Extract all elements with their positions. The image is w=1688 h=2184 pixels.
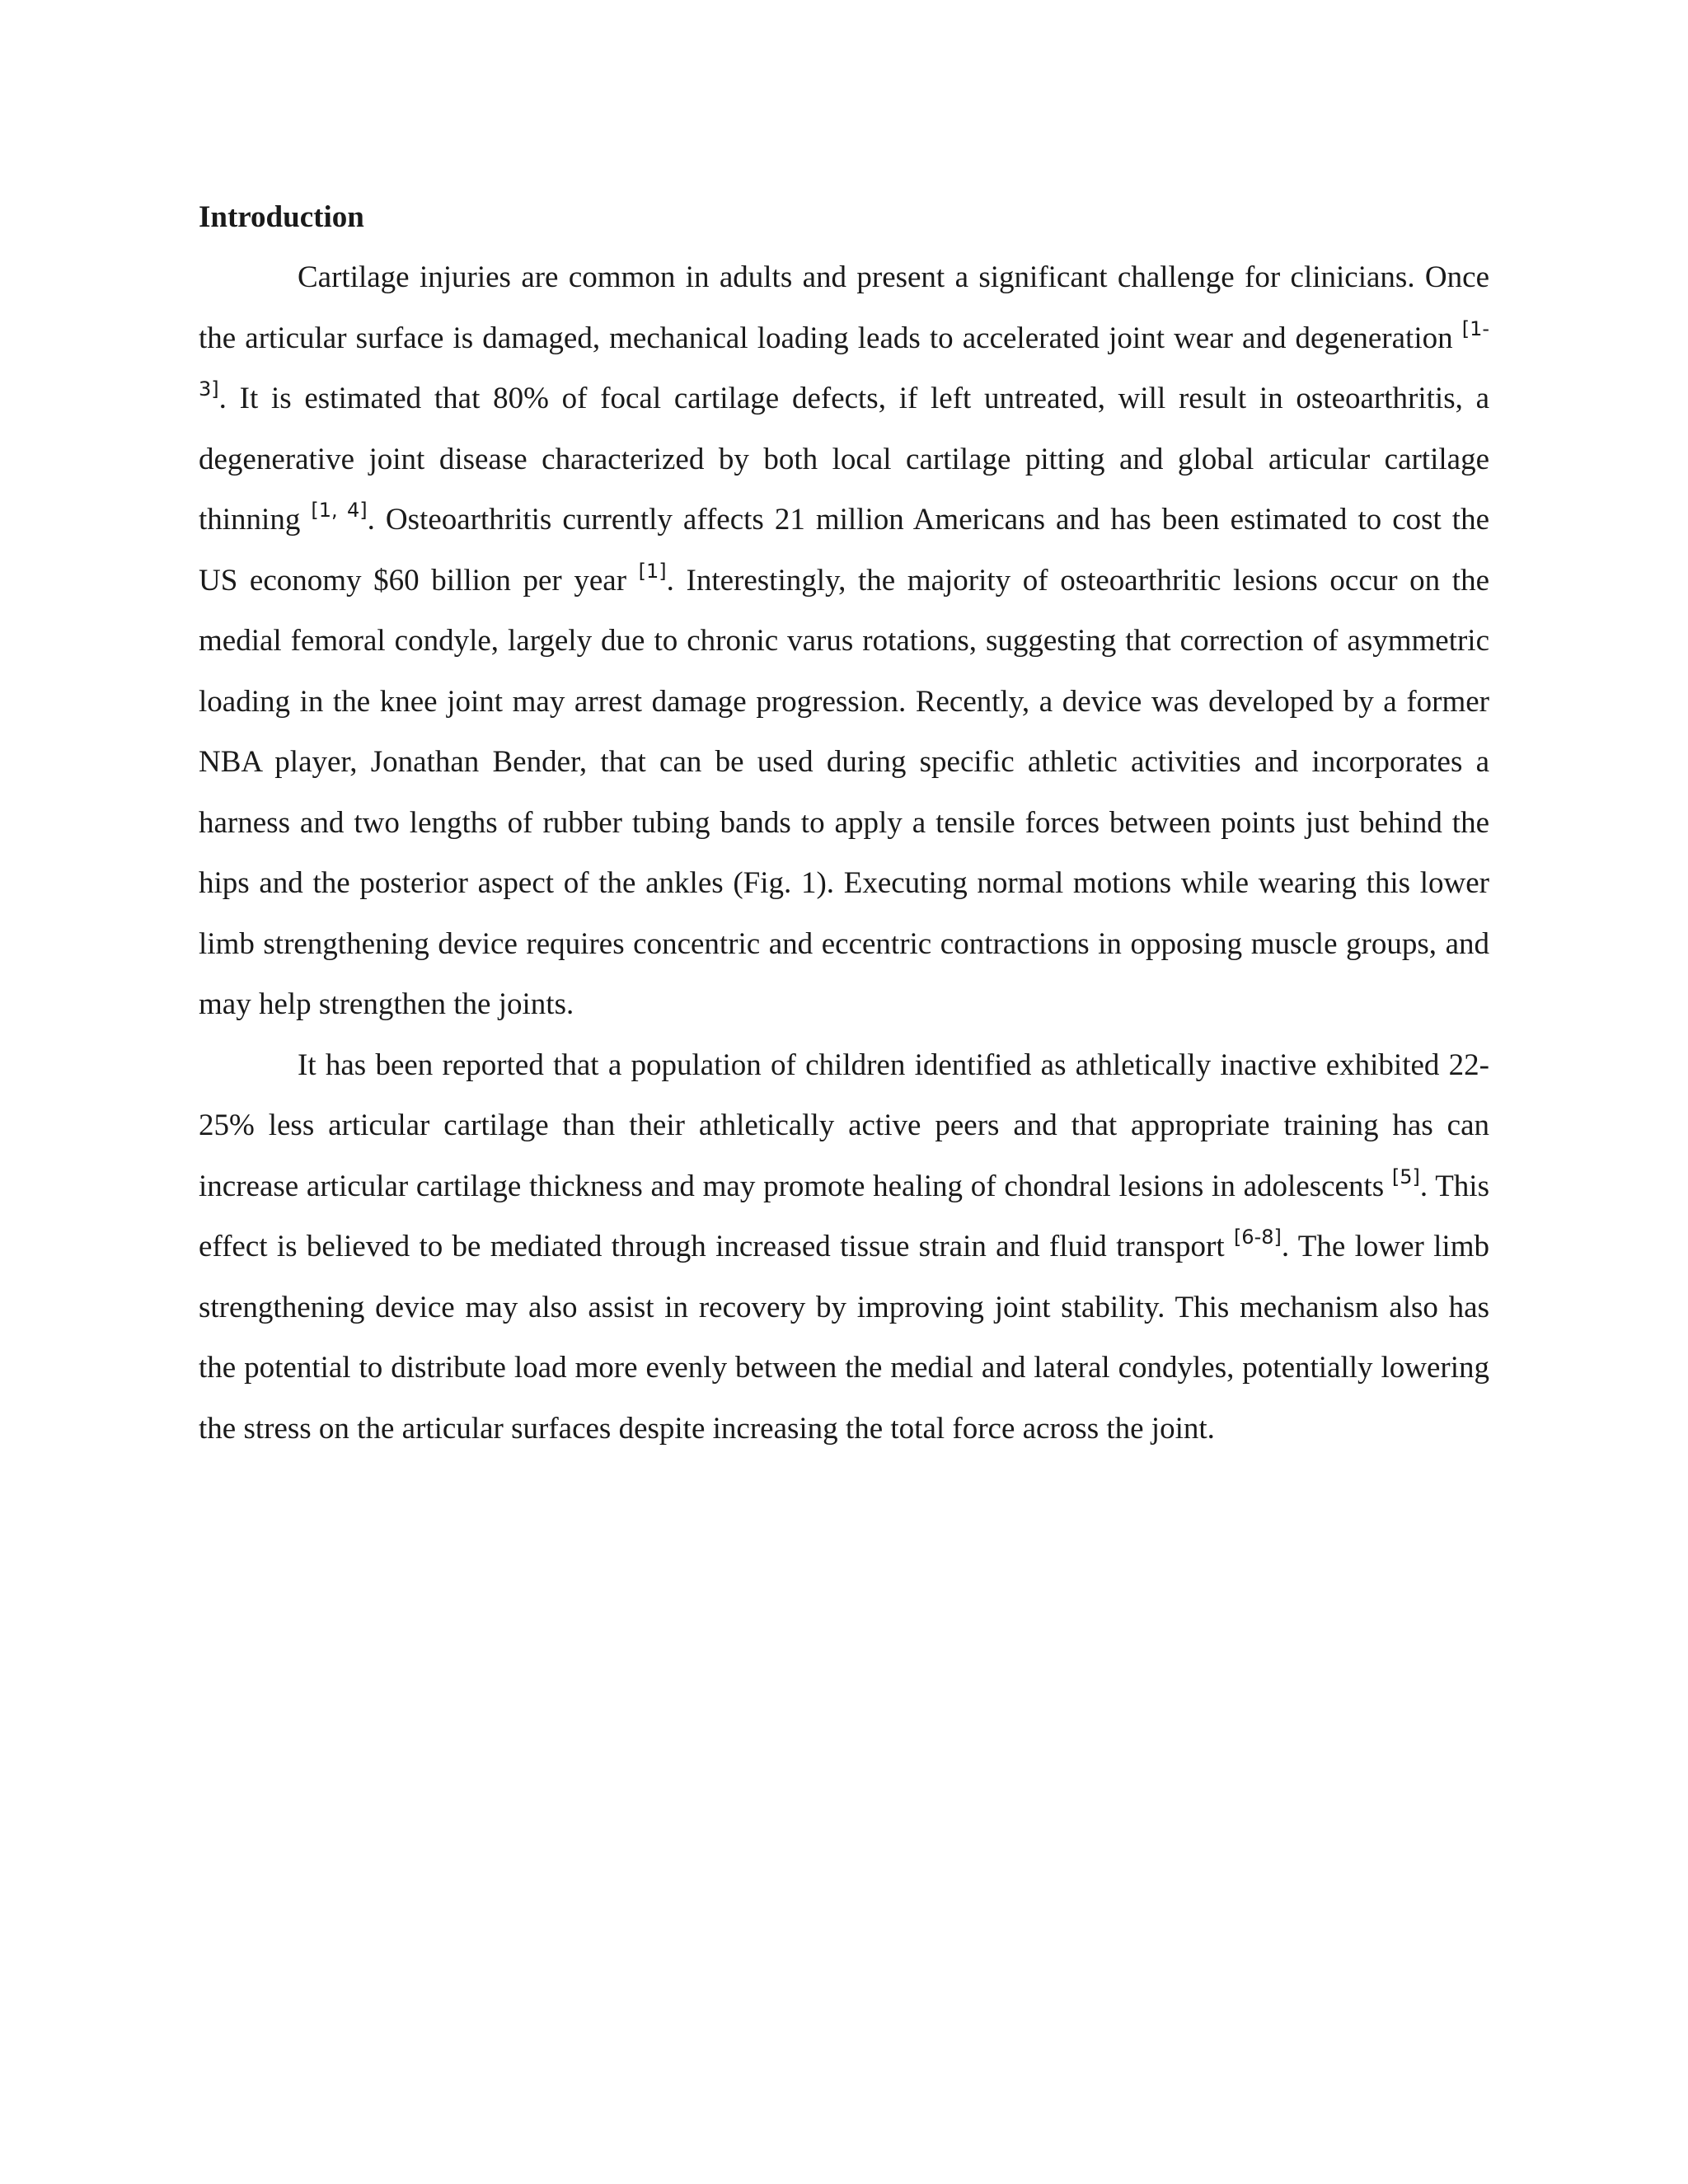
citation: [1] [638, 559, 667, 583]
citation: [1-3] [199, 316, 1489, 401]
paragraph-text: . The lower limb strengthening device may also assist in recovery by improving joint stability. This mechanism also has the potential to distribute load more evenly between the medial and lateral condyles, potentially lowering the stress on the articular surfaces despite increasing the total force across the joint. [199, 1230, 1489, 1446]
paragraph-text: . It is estimated that 80% of focal cartilage defects, if left untreated, will result in osteoarthritis, a degenerative joint disease characterized by both local cartilage pitting and global articular cartilage thinning [199, 382, 1489, 537]
citation: [5] [1391, 1165, 1420, 1188]
citation: [6-8] [1233, 1226, 1282, 1249]
paragraph-1 [199, 247, 1489, 1035]
paragraph-text: . This effect is believed to be mediated through increased tissue strain and fluid transport [199, 1169, 1489, 1263]
document-page [199, 198, 1489, 1459]
paragraph-text: . Interestingly, the majority of osteoarthritic lesions occur on the medial femoral condyle, largely due to chronic varus rotations, suggesting that correction of asymmetric loading in the knee joint may arrest damage progression. Recently, a device was developed by a former NBA player, Jonathan Bender, that can be used during specific athletic activities and incorporates a harness and two lengths of rubber tubing bands to apply a tensile forces between points just behind the hips and the posterior aspect of the ankles (Fig. 1). Executing normal motions while wearing this lower limb strengthening device requires concentric and eccentric contractions in opposing muscle groups, and may help strengthen the joints. [199, 563, 1489, 1021]
section-heading: Introduction [199, 200, 364, 234]
paragraph-2 [199, 1035, 1489, 1460]
paragraph-text: . Osteoarthritis currently affects 21 million Americans and has been estimated to cost the US economy $60 billion per year [199, 503, 1490, 598]
paragraph-text: It has been reported that a population of children identified as athletically inactive exhibited 22-25% less articular cartilage than their athletically active peers and that appropriate training has can increase articular cartilage thickness and may promote healing of chondral lesions in adolescents [199, 1047, 1489, 1203]
citation: [1, 4] [311, 499, 368, 522]
paragraph-text: Cartilage injuries are common in adults and present a significant challenge for clinicians. Once the articular surface is damaged, mechanical loading leads to accelerated joint wear and degeneration [199, 260, 1489, 355]
